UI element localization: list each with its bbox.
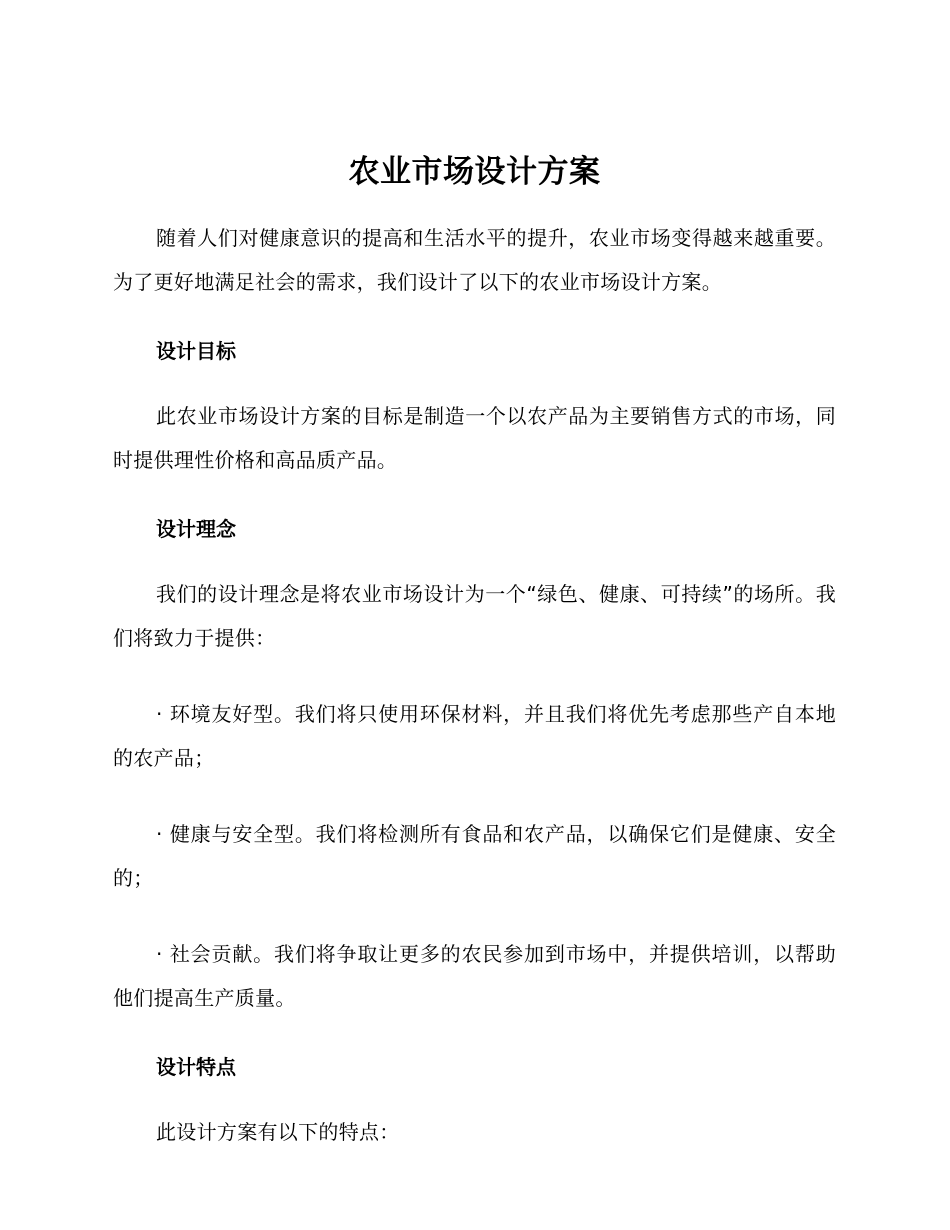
section-heading-goal: 设计目标 xyxy=(156,339,236,363)
concept-bullet-environment: · 环境友好型。我们将只使用环保材料，并且我们将优先考虑那些产自本地的农产品； xyxy=(113,702,836,770)
concept-bullet-health-safety: · 健康与安全型。我们将检测所有食品和农产品，以确保它们是健康、安全的； xyxy=(113,822,836,890)
document-body xyxy=(113,148,836,1186)
concept-paragraph: 我们的设计理念是将农业市场设计为一个“绿色、健康、可持续”的场所。我们将致力于提供： xyxy=(113,582,836,650)
concept-bullet-social-contribution: · 社会贡献。我们将争取让更多的农民参加到市场中，并提供培训，以帮助他们提高生产质量。 xyxy=(113,942,836,1010)
goal-paragraph: 此农业市场设计方案的目标是制造一个以农产品为主要销售方式的市场，同时提供理性价格和高品质产品。 xyxy=(113,404,836,472)
document-title: 农业市场设计方案 xyxy=(348,154,601,190)
intro-paragraph: 随着人们对健康意识的提高和生活水平的提升，农业市场变得越来越重要。为了更好地满足社会的需求，我们设计了以下的农业市场设计方案。 xyxy=(113,226,836,294)
section-heading-features: 设计特点 xyxy=(156,1055,236,1079)
section-heading-concept: 设计理念 xyxy=(156,517,236,541)
features-paragraph: 此设计方案有以下的特点： xyxy=(156,1120,400,1144)
